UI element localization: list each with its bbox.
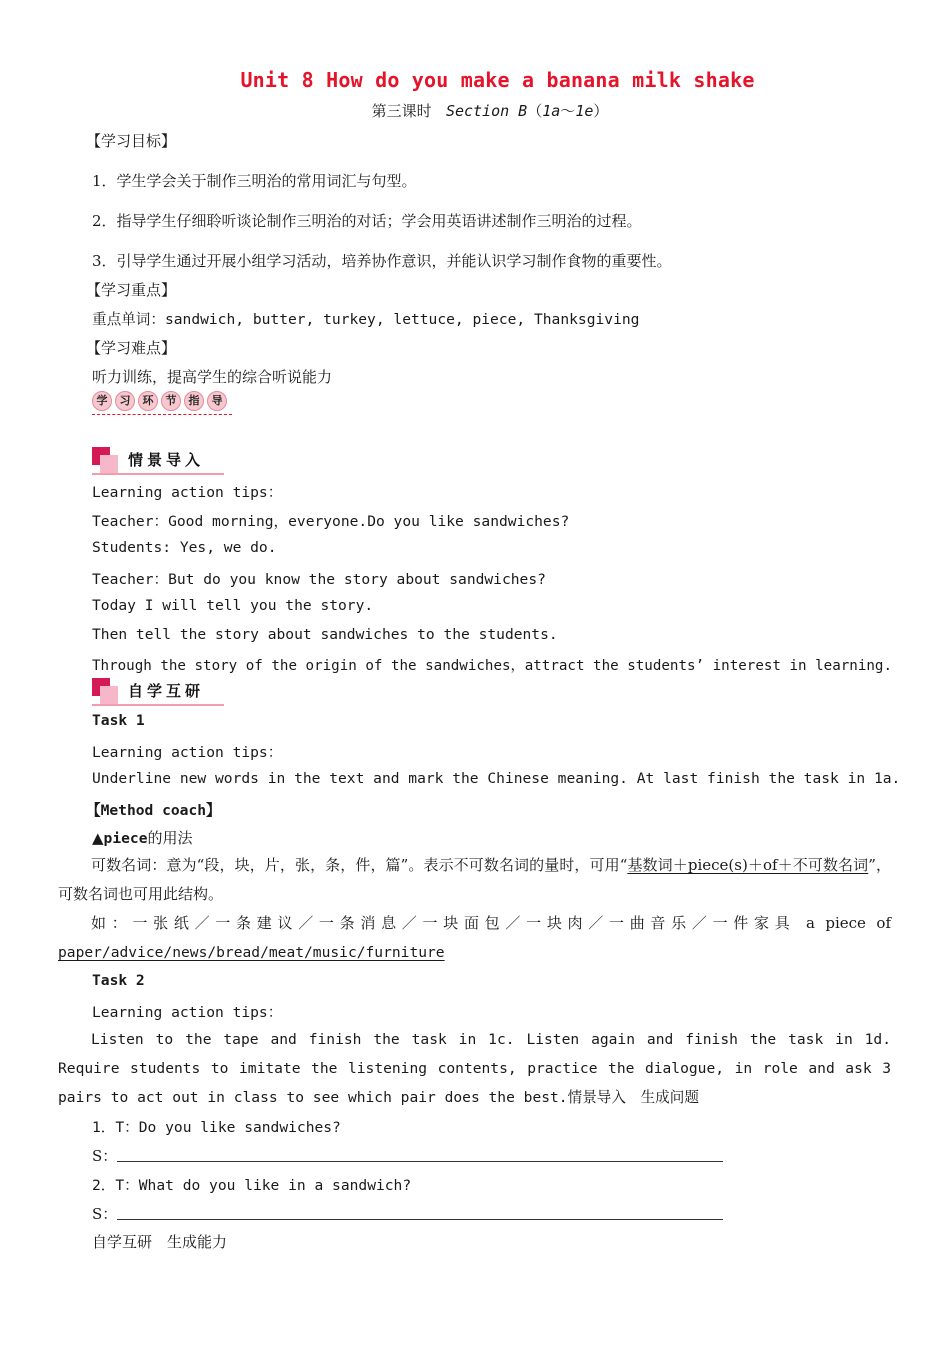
task2-title: Task 2 [92,972,145,989]
range-end: 1e [575,102,594,120]
answer-label: S： [92,1147,118,1165]
task1-tips: Learning action tips： [92,744,283,761]
objective-item: 1．学生学会关于制作三明治的常用词汇与句型。 [92,172,417,190]
triangle-icon: ▲ [92,829,104,847]
key-words-line: 重点单词：sandwich, butter, turkey, lettuce, piece, Thanksgiving [92,311,640,328]
piece-word: piece [103,830,148,847]
difficulties-heading: 【学习难点】 [86,339,177,357]
section-label: 自学互研 [128,682,205,700]
section-header-self-study [92,678,224,706]
method-coach-heading: 【Method coach】 [86,802,221,819]
banner-char: 导 [207,391,227,411]
answer-label: S： [92,1205,118,1223]
lesson-number: 第三课时 [371,102,432,120]
banner-char: 指 [184,391,204,411]
banner-char: 环 [138,391,158,411]
self-study-footer: 自学互研 生成能力 [92,1233,228,1251]
intro-line: Teacher：Good morning，everyone.Do you like sandwiches? [92,513,570,530]
range-sep: ～ [560,102,576,120]
objective-item: 3．引导学生通过开展小组学习活动，培养协作意识，并能认识学习制作食物的重要性。 [92,252,672,270]
range-close: ） [593,102,609,120]
intro-line: Then tell the story about sandwiches to the students. [92,626,558,643]
task1-instructions: Underline new words in the text and mark the Chinese meaning. At last finish the task in 1a. [92,770,901,787]
banner-char: 习 [115,391,135,411]
section-marker [100,686,118,704]
difficulties-text: 听力训练，提高学生的综合听说能力 [92,368,333,386]
range-start: 1a [542,102,561,120]
piece-examples [58,909,891,967]
question-1: 1．T：Do you like sandwiches? [92,1119,341,1136]
learning-guide-banner [92,390,232,415]
lesson-subtitle [0,100,950,121]
key-points-heading: 【学习重点】 [86,281,177,299]
intro-line: Teacher：But do you know the story about sandwiches? [92,571,546,588]
question-2: 2．T：What do you like in a sandwich? [92,1177,412,1194]
piece-usage-suffix: 的用法 [147,829,193,847]
objectives-heading: 【学习目标】 [86,132,177,150]
task1-title: Task 1 [92,712,145,729]
intro-line: Students: Yes, we do. [92,539,277,556]
page-title: Unit 8 How do you make a banana milk shake [240,68,755,92]
range-open: （ [527,102,543,120]
section-name: Section B [445,102,528,120]
intro-line: Through the story of the origin of the sandwiches，attract the students’ interest in learning. [92,658,893,674]
explanation-text: ”，可数名词也可用此结构。 [58,856,891,903]
banner-char: 学 [92,391,112,411]
section-label: 情景导入 [128,451,205,469]
objective-item: 2．指导学生仔细聆听谈论制作三明治的对话；学会用英语讲述制作三明治的过程。 [92,212,642,230]
task2-instructions: Listen to the tape and finish the task in 1c. Listen again and finish the task in 1d. Require students to imitate the listening contents, practice the dialogue, in role and ask 3 pairs to act out in class to see which pair does the best.情景导入 生成问题 [58,1031,891,1106]
intro-line: Today I will tell you the story. [92,597,374,614]
intro-line: Learning action tips： [92,484,283,501]
task2-tips: Learning action tips： [92,1004,283,1021]
answer-1-blank[interactable] [117,1161,723,1162]
banner-char: 节 [161,391,181,411]
piece-explanation [58,851,891,909]
explanation-structure: 基数词＋piece(s)＋of＋不可数名词 [627,856,869,874]
section-header-intro [92,447,224,475]
example-phrases: paper/advice/news/bread/meat/music/furniture [58,944,445,961]
answer-2-blank[interactable] [117,1219,723,1220]
explanation-text: 可数名词：意为“段，块，片，张，条，件，篇”。表示不可数名词的量时，可用“ [91,856,628,874]
piece-usage-heading [92,827,193,848]
section-marker [100,455,118,473]
example-text: 如：一张纸／一条建议／一条消息／一块面包／一块肉／一曲音乐／一件家具 a piece of [91,914,891,932]
